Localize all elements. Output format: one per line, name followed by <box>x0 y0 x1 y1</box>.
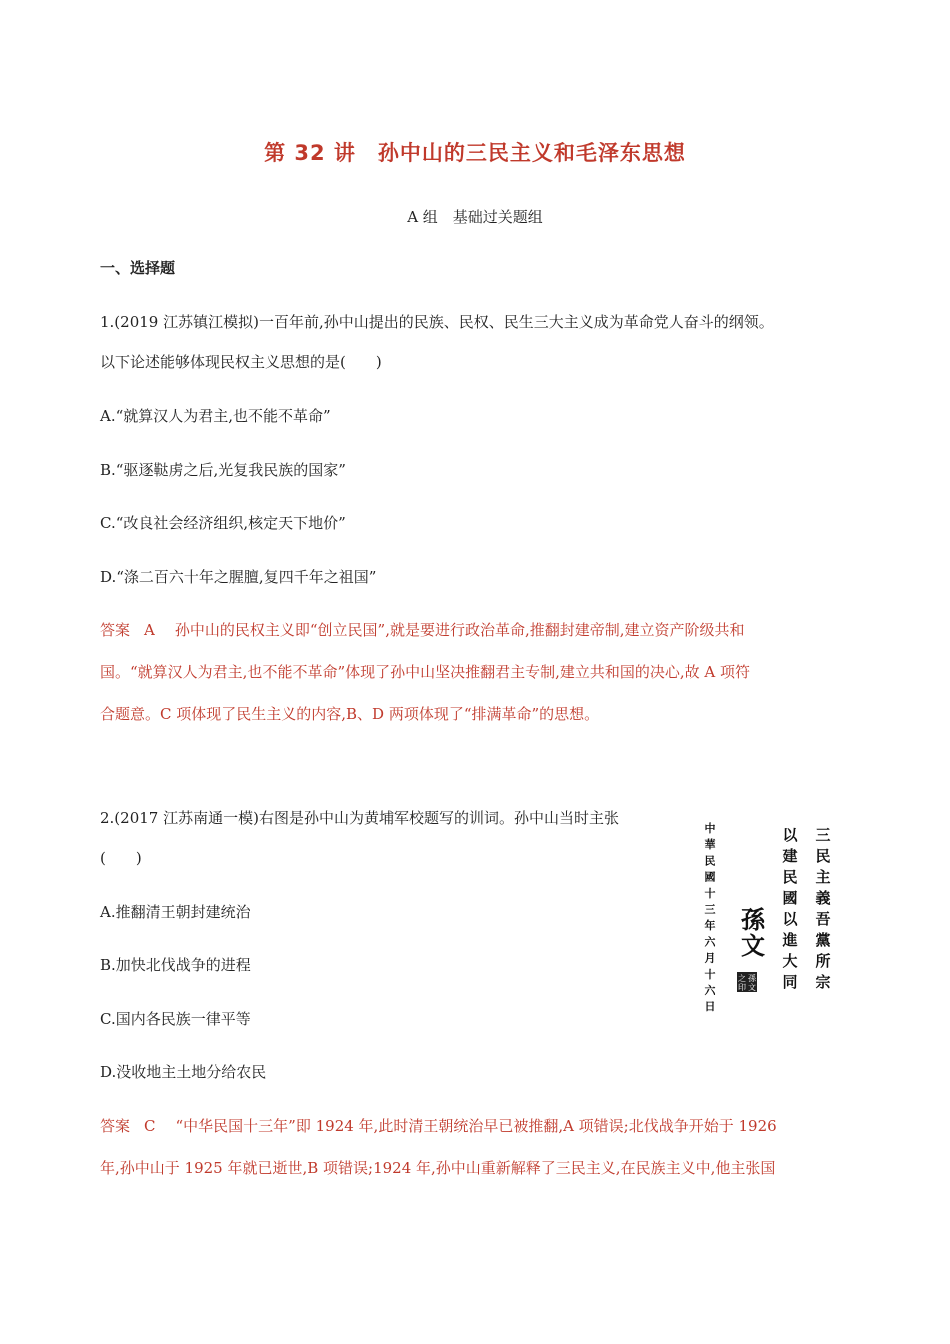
calligraphy-char: 民 <box>815 847 831 865</box>
calligraphy-char: 中 <box>704 822 716 835</box>
q1-option-a: A.“就算汉人为君主,也不能不革命” <box>100 407 331 425</box>
calligraphy-char: 民 <box>704 854 716 868</box>
calligraphy-char: 民 <box>782 868 798 886</box>
q2-answer-line1 <box>100 1115 777 1136</box>
seal-stamp <box>737 972 757 992</box>
calligraphy-char: 進 <box>782 931 798 949</box>
q2-option-c: C.国内各民族一律平等 <box>100 1010 251 1028</box>
calligraphy-char: 三 <box>704 903 716 916</box>
calligraphy-char: 吾 <box>815 910 831 928</box>
calligraphy-char: 同 <box>782 973 798 991</box>
answer-explanation: “中华民国十三年”即 1924 年,此时清王朝统治早已被推翻,A 项错误;北伐战争开始于 1926 <box>175 1117 777 1135</box>
calligraphy-char: 以 <box>782 826 798 844</box>
seal-char: 孫 <box>748 974 756 983</box>
calligraphy-char: 以 <box>782 910 798 928</box>
calligraphy-char: 六 <box>704 984 716 997</box>
calligraphy-char: 六 <box>704 935 716 949</box>
q2-option-a: A.推翻清王朝封建统治 <box>100 903 251 921</box>
q2-option-b: B.加快北伐战争的进程 <box>100 956 251 974</box>
answer-letter: A <box>144 621 155 639</box>
group-title: A 组 基础过关题组 <box>407 208 543 226</box>
calligraphy-char: 華 <box>704 838 716 852</box>
calligraphy-char: 所 <box>815 952 831 970</box>
calligraphy-column-2 <box>781 826 798 991</box>
answer-explanation: 孙中山的民权主义即“创立民国”,就是要进行政治革命,推翻封建帝制,建立资产阶级共和 <box>174 621 745 639</box>
calligraphy-date-column <box>705 821 717 1013</box>
calligraphy-svg <box>693 820 843 1030</box>
q2-stem-line1: 2.(2017 江苏南通一模)右图是孙中山为黄埔军校题写的训词。孙中山当时主张 <box>100 809 619 827</box>
q1-stem-line2: 以下论述能够体现民权主义思想的是( ) <box>100 353 382 371</box>
calligraphy-signature <box>741 905 766 960</box>
seal-char: 印 <box>738 983 746 992</box>
calligraphy-char: 大 <box>782 952 798 970</box>
q1-answer-line1 <box>100 619 745 640</box>
calligraphy-char: 十 <box>704 886 716 900</box>
calligraphy-char: 月 <box>704 951 716 965</box>
calligraphy-column-1 <box>815 826 830 991</box>
q1-option-d: D.“涤二百六十年之腥膻,复四千年之祖国” <box>100 568 377 586</box>
calligraphy-char: 十 <box>704 967 716 981</box>
q1-stem-line1: 1.(2019 江苏镇江模拟)一百年前,孙中山提出的民族、民权、民生三大主义成为革命党人奋斗的纲领。 <box>100 313 774 331</box>
calligraphy-char: 年 <box>704 919 716 933</box>
answer-label: 答案 <box>100 1117 131 1135</box>
calligraphy-char: 主 <box>815 868 831 886</box>
answer-letter: C <box>144 1117 156 1135</box>
calligraphy-char: 建 <box>782 847 798 865</box>
page-title: 第 32 讲 孙中山的三民主义和毛泽东思想 <box>264 141 686 165</box>
calligraphy-char: 國 <box>704 870 716 884</box>
answer-label: 答案 <box>100 621 131 639</box>
calligraphy-char: 三 <box>815 826 831 844</box>
q1-answer-line3: 合题意。C 项体现了民生主义的内容,B、D 两项体现了“排满革命”的思想。 <box>100 705 600 723</box>
calligraphy-char: 孫 <box>741 905 765 934</box>
calligraphy-char: 黨 <box>815 931 831 949</box>
calligraphy-char: 日 <box>704 1000 716 1014</box>
q2-stem-line2: ( ) <box>100 849 142 867</box>
q1-option-c: C.“改良社会经济组织,核定天下地价” <box>100 514 346 532</box>
calligraphy-image <box>693 820 843 1030</box>
q1-option-b: B.“驱逐鞑虏之后,光复我民族的国家” <box>100 461 346 479</box>
q1-answer-line2: 国。“就算汉人为君主,也不能不革命”体现了孙中山坚决推翻君主专制,建立共和国的决心,故 A 项符 <box>100 663 751 681</box>
seal-char: 之 <box>738 974 746 983</box>
seal-char: 文 <box>748 983 756 992</box>
q2-answer-line2: 年,孙中山于 1925 年就已逝世,B 项错误;1924 年,孙中山重新解释了三民主义,在民族主义中,他主张国 <box>100 1159 776 1177</box>
calligraphy-char: 文 <box>741 931 765 960</box>
q2-option-d: D.没收地主土地分给农民 <box>100 1063 267 1081</box>
calligraphy-char: 國 <box>782 889 798 907</box>
section-title: 一、选择题 <box>100 259 176 277</box>
calligraphy-char: 義 <box>815 889 831 907</box>
calligraphy-char: 宗 <box>815 973 831 991</box>
